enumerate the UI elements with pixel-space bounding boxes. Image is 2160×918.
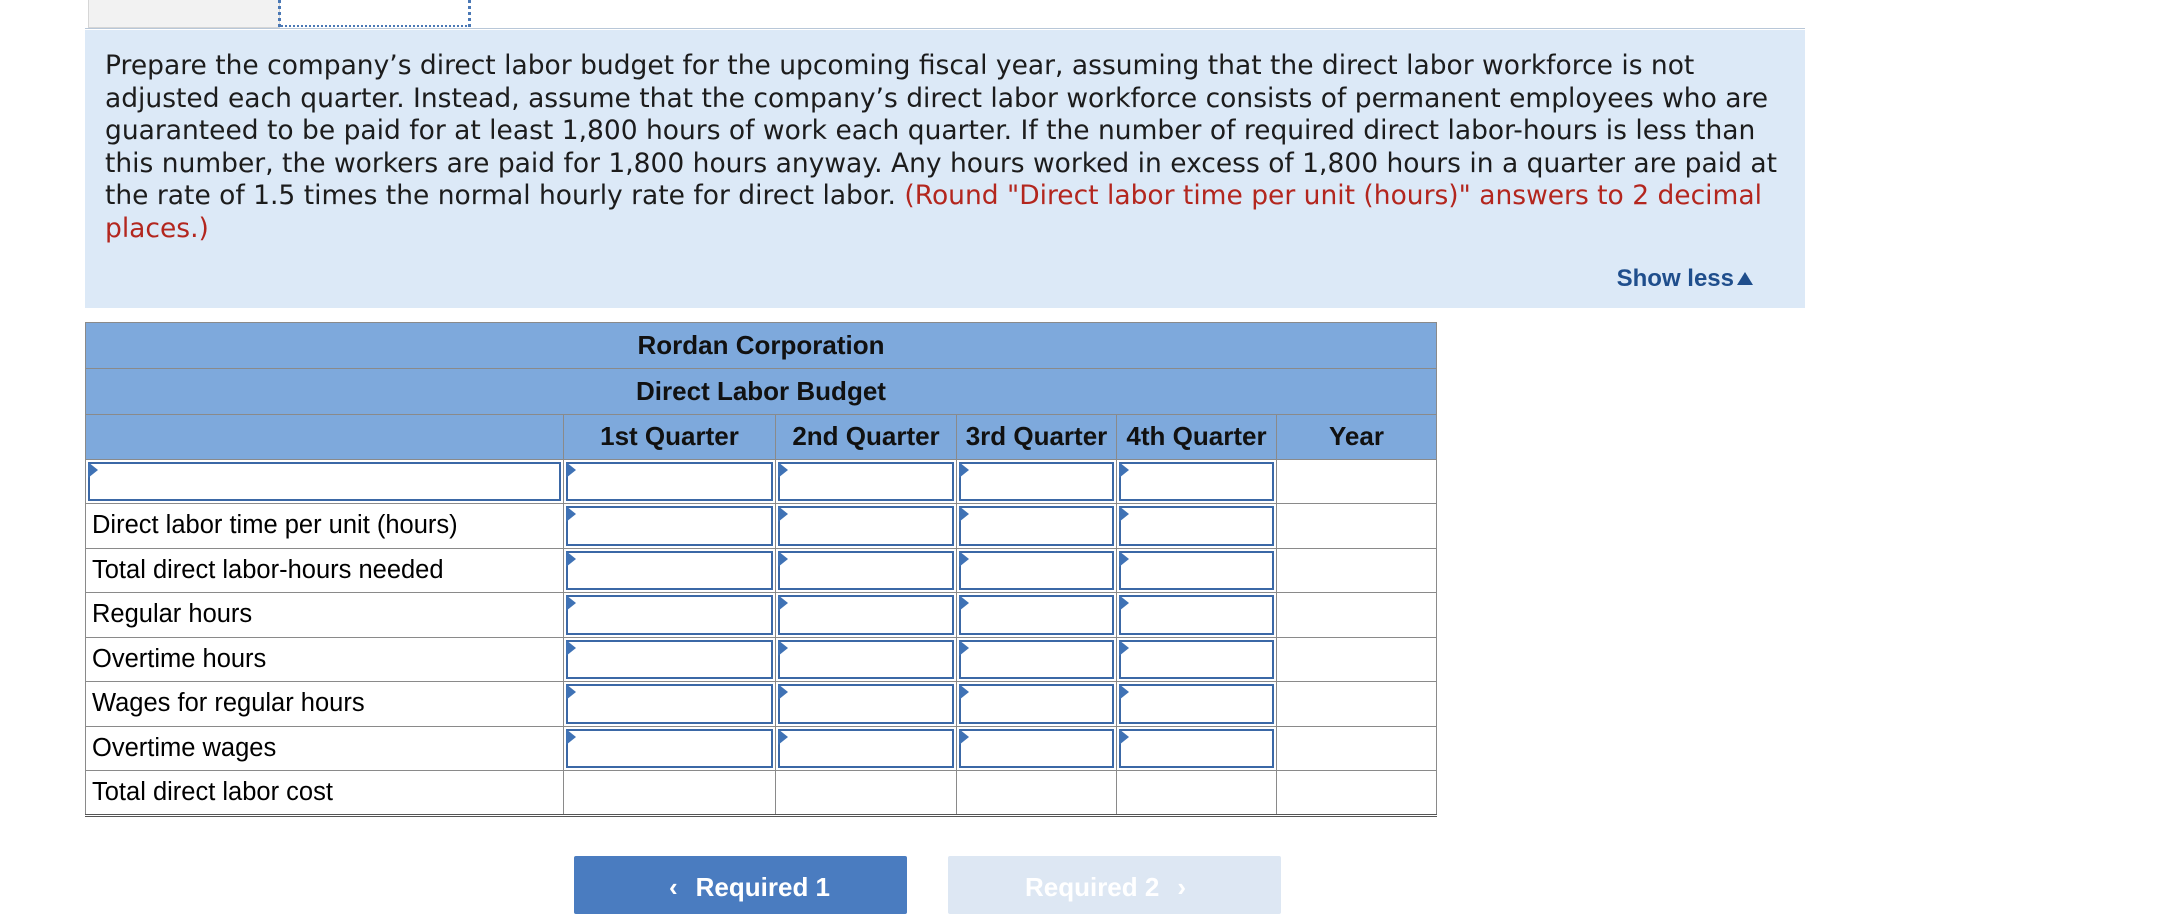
input-cell-q4[interactable] (1117, 726, 1277, 771)
input-cell-q1[interactable] (564, 459, 776, 504)
input-cell-q4[interactable] (1117, 504, 1277, 549)
input-cell-q1[interactable] (564, 682, 776, 727)
table-row (86, 637, 1437, 682)
total-cell-q3 (957, 771, 1117, 816)
budget-title: Direct Labor Budget (86, 369, 1437, 415)
input-field[interactable] (959, 684, 1114, 724)
table-row (86, 459, 1437, 504)
required-1-button[interactable] (574, 856, 907, 914)
table-row (86, 548, 1437, 593)
input-cell-q3[interactable] (957, 504, 1117, 549)
input-field[interactable] (778, 729, 954, 769)
year-cell (1277, 593, 1437, 638)
title-row (86, 369, 1437, 415)
input-field[interactable] (959, 506, 1114, 546)
input-cell-q3[interactable] (957, 459, 1117, 504)
input-cell-q3[interactable] (957, 637, 1117, 682)
chevron-right-icon: › (1177, 872, 1187, 902)
input-cell-q2[interactable] (776, 593, 957, 638)
table-row (86, 682, 1437, 727)
input-field[interactable] (566, 640, 773, 680)
input-field[interactable] (1119, 640, 1274, 680)
instruction-text (105, 50, 1785, 245)
row-label: Wages for regular hours (86, 682, 564, 727)
input-cell-q1[interactable] (564, 637, 776, 682)
input-field[interactable] (566, 462, 773, 502)
input-cell-q4[interactable] (1117, 593, 1277, 638)
year-cell (1277, 504, 1437, 549)
input-cell-q2[interactable] (776, 682, 957, 727)
table-row (86, 504, 1437, 549)
input-field[interactable] (959, 729, 1114, 769)
company-name: Rordan Corporation (86, 323, 1437, 369)
input-field[interactable] (959, 551, 1114, 591)
input-field[interactable] (566, 729, 773, 769)
instruction-panel (85, 30, 1805, 308)
input-cell-q3[interactable] (957, 548, 1117, 593)
direct-labor-budget-table (85, 322, 1437, 817)
triangle-up-icon (1737, 272, 1753, 285)
row-label: Overtime hours (86, 637, 564, 682)
input-cell-q3[interactable] (957, 593, 1117, 638)
row-label: Total direct labor cost (86, 771, 564, 816)
input-field[interactable] (1119, 595, 1274, 635)
input-cell-q2[interactable] (776, 459, 957, 504)
col-header-q3: 3rd Quarter (957, 415, 1117, 460)
input-cell-q4[interactable] (1117, 548, 1277, 593)
column-header-row (86, 415, 1437, 460)
input-cell-q4[interactable] (1117, 682, 1277, 727)
input-cell-q2[interactable] (776, 637, 957, 682)
row-label: Overtime wages (86, 726, 564, 771)
year-cell (1277, 726, 1437, 771)
input-field[interactable] (778, 462, 954, 502)
input-field[interactable] (566, 506, 773, 546)
input-field[interactable] (566, 684, 773, 724)
col-header-q1: 1st Quarter (564, 415, 776, 460)
year-cell (1277, 637, 1437, 682)
input-field[interactable] (1119, 506, 1274, 546)
show-less-button[interactable] (1617, 265, 1753, 293)
input-field[interactable] (1119, 462, 1274, 502)
row-label-input[interactable] (88, 462, 561, 502)
input-cell-q3[interactable] (957, 726, 1117, 771)
input-cell-q1[interactable] (564, 504, 776, 549)
input-field[interactable] (566, 551, 773, 591)
input-field[interactable] (778, 551, 954, 591)
instruction-body: Prepare the company’s direct labor budget for the upcoming fiscal year, assuming that the direct labor workforce is not adjusted each quarter. Instead, assume that the company’s direct labor workforce consists of permanent employees who are guaranteed to be paid for at least 1,800 hours of work each quarter. If the number of required direct labor-hours is less than this number, the workers are paid for 1,800 hours anyway. Any hours worked in excess of 1,800 hours in a quarter are paid at the rate of 1.5 times the normal hourly rate for direct labor. (105, 50, 1777, 211)
input-cell-q2[interactable] (776, 726, 957, 771)
input-field[interactable] (1119, 551, 1274, 591)
year-cell (1277, 548, 1437, 593)
input-field[interactable] (566, 595, 773, 635)
top-tab-left[interactable] (88, 0, 280, 28)
total-cell-q1 (564, 771, 776, 816)
top-tab-selected[interactable] (278, 0, 471, 27)
show-less-label: Show less (1616, 265, 1734, 292)
input-cell-q3[interactable] (957, 682, 1117, 727)
col-header-q4: 4th Quarter (1117, 415, 1277, 460)
year-cell (1277, 459, 1437, 504)
row-label-input-cell[interactable] (86, 459, 564, 504)
input-cell-q4[interactable] (1117, 637, 1277, 682)
required-2-label: Required 2 (1024, 872, 1160, 902)
chevron-left-icon: ‹ (668, 872, 678, 902)
input-field[interactable] (778, 595, 954, 635)
input-field[interactable] (778, 506, 954, 546)
input-field[interactable] (959, 640, 1114, 680)
rounding-note: (Round "Direct labor time per unit (hours)" answers to 2 decimal places.) (105, 180, 1762, 244)
input-field[interactable] (959, 595, 1114, 635)
input-field[interactable] (959, 462, 1114, 502)
row-label: Direct labor time per unit (hours) (86, 504, 564, 549)
total-cell-year (1277, 771, 1437, 816)
input-cell-q4[interactable] (1117, 459, 1277, 504)
table-row (86, 771, 1437, 816)
required-1-label: Required 1 (695, 872, 831, 902)
table-row (86, 593, 1437, 638)
input-field[interactable] (778, 684, 954, 724)
year-cell (1277, 682, 1437, 727)
row-label: Regular hours (86, 593, 564, 638)
required-2-button[interactable] (948, 856, 1281, 914)
input-cell-q1[interactable] (564, 726, 776, 771)
col-header-q2: 2nd Quarter (776, 415, 957, 460)
row-label: Total direct labor-hours needed (86, 548, 564, 593)
input-field[interactable] (1119, 729, 1274, 769)
col-header-year: Year (1277, 415, 1437, 460)
input-field[interactable] (778, 640, 954, 680)
input-cell-q1[interactable] (564, 548, 776, 593)
total-cell-q2 (776, 771, 957, 816)
input-cell-q1[interactable] (564, 593, 776, 638)
table-row (86, 726, 1437, 771)
total-cell-q4 (1117, 771, 1277, 816)
company-row (86, 323, 1437, 369)
header-blank (86, 415, 564, 460)
input-cell-q2[interactable] (776, 504, 957, 549)
input-cell-q2[interactable] (776, 548, 957, 593)
input-field[interactable] (1119, 684, 1274, 724)
